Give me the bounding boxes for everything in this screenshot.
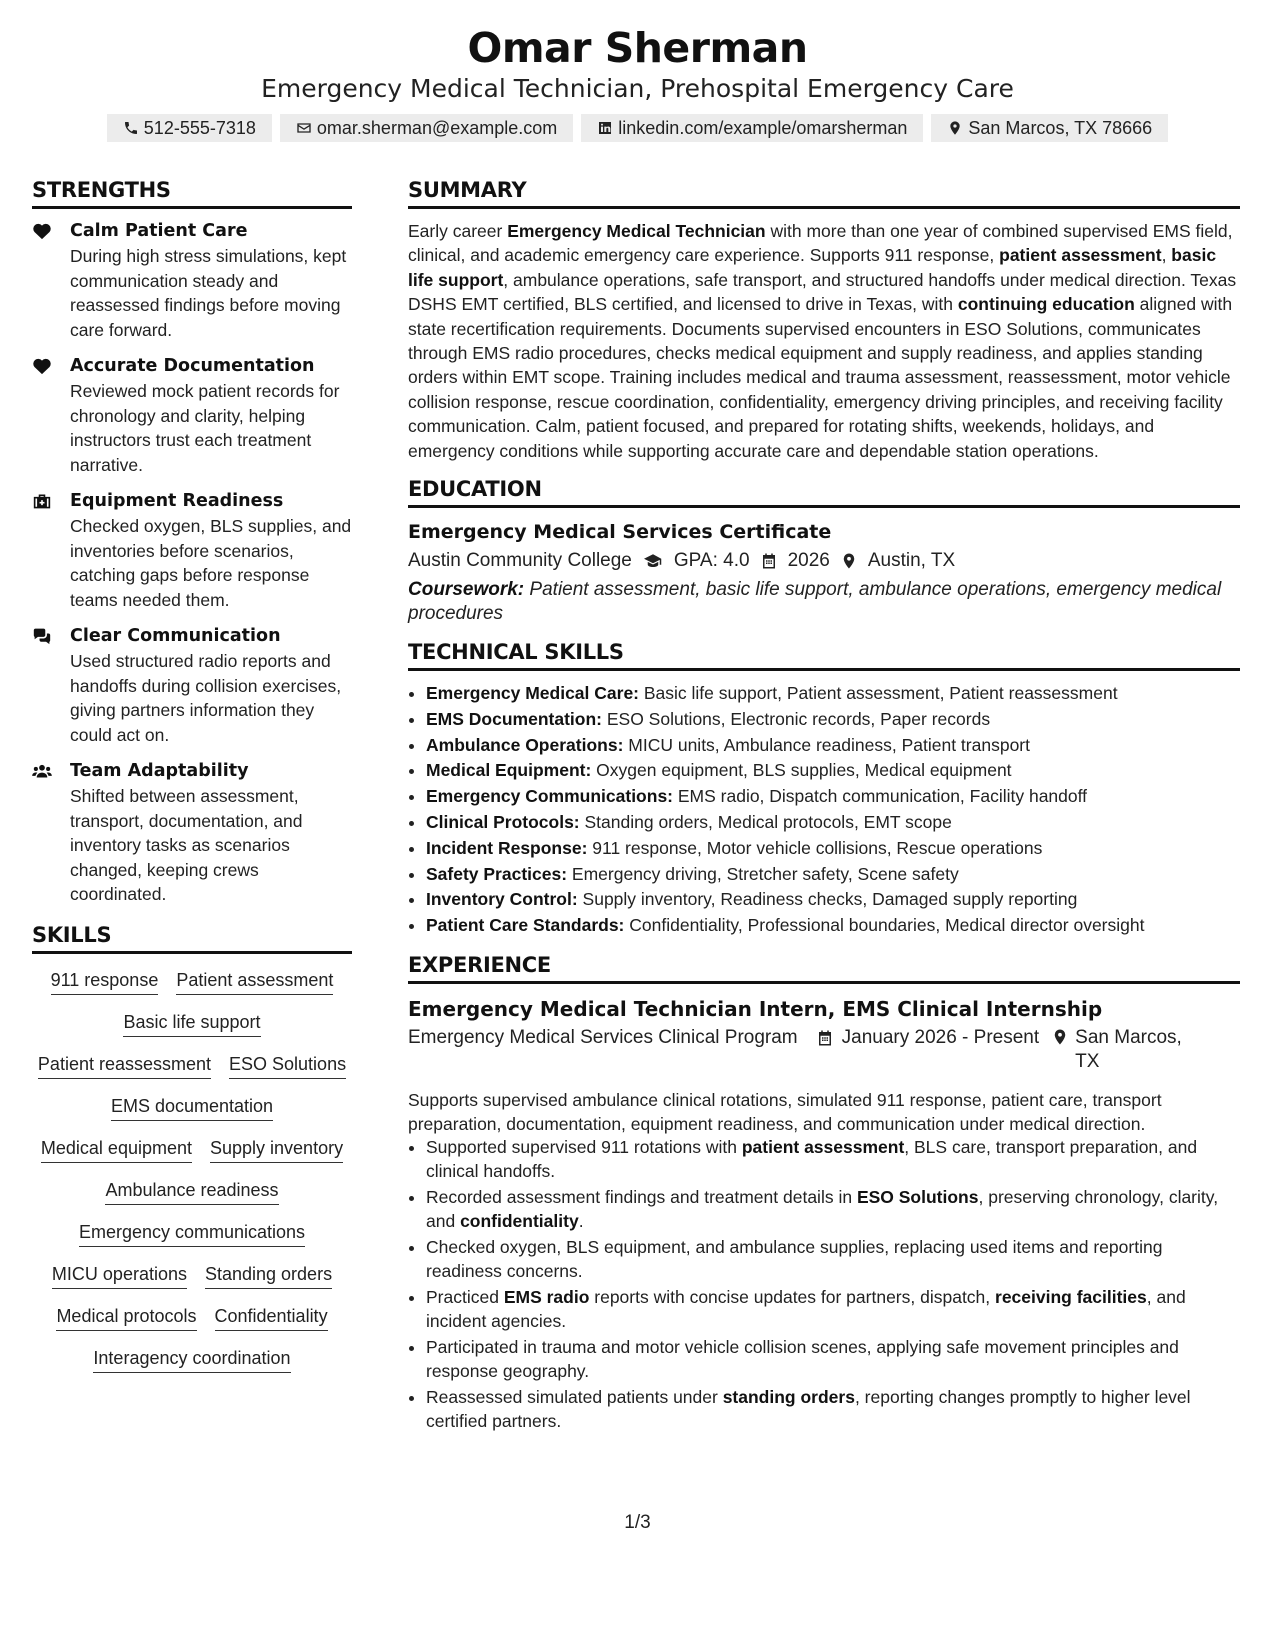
- skill-tag: Patient assessment: [176, 968, 333, 995]
- medical-kit-icon: [32, 492, 52, 510]
- job-title: Emergency Medical Technician Intern, EMS Clinical Internship: [408, 997, 1103, 1022]
- list-item: • Participated in trauma and motor vehicle collision scenes, applying safe movement principles and response geography.: [426, 1336, 1240, 1383]
- envelope-icon: [296, 120, 312, 136]
- job-dates: January 2026 - Present: [816, 1024, 1040, 1050]
- resume-header: [0, 0, 1275, 142]
- skill-tag: Patient reassessment: [38, 1052, 211, 1079]
- heart-icon: [32, 222, 52, 240]
- technical-skills-heading: TECHNICAL SKILLS: [408, 640, 1240, 671]
- left-column: [32, 178, 352, 1373]
- strength-title: Equipment Readiness: [70, 491, 284, 511]
- contact-linkedin[interactable]: [581, 114, 923, 142]
- summary-text: Early career Emergency Medical Technician with more than one year of combined supervised EMS field, clinical, and academic emergency care experience. Supports 911 response, patient assessment, basic life support, ambulance operations, safe transport, and structured handoffs under medical direction. Texas DSHS EMT certified, BLS certified, and licensed to drive in Texas, with continuing education aligned with state recertification requirements. Documents supervised encounters in ESO Solutions, communicates through EMS radio procedures, checks medical equipment and supply readiness, and applies standing orders within EMT scope. Training includes medical and trauma assessment, reassessment, motor vehicle collision response, rescue coordination, confidentiality, emergency driving principles, and receiving facility communication. Calm, patient focused, and prepared for rotating shifts, weekends, holidays, and emergency conditions while supporting accurate care and dependable station operations.: [408, 221, 1237, 461]
- strength-item: [32, 219, 352, 342]
- users-icon: [32, 762, 52, 780]
- list-item: • Supported supervised 911 rotations with patient assessment, BLS care, transport preparation, and clinical handoffs.: [426, 1136, 1240, 1183]
- list-item: • Practiced EMS radio reports with concise updates for partners, dispatch, receiving facilities, and incident agencies.: [426, 1286, 1240, 1333]
- list-item: • Reassessed simulated patients under standing orders, reporting changes promptly to higher level certified partners.: [426, 1386, 1240, 1433]
- education-school: Austin Community College: [408, 550, 632, 572]
- experience-heading: EXPERIENCE: [408, 953, 1240, 984]
- skill-tag: Medical protocols: [56, 1304, 196, 1331]
- list-item: • Ambulance Operations: MICU units, Ambulance readiness, Patient transport: [426, 733, 1240, 759]
- map-pin-icon: [1051, 1028, 1069, 1046]
- list-item: • Clinical Protocols: Standing orders, Medical protocols, EMT scope: [426, 810, 1240, 836]
- strength-description: Used structured radio reports and handoffs during collision exercises, giving partners information they could act on.: [70, 651, 342, 745]
- right-column: [408, 178, 1240, 1436]
- page-number: 1/3: [624, 1512, 651, 1533]
- job-meta: [408, 1024, 1240, 1074]
- education-coursework: Coursework: Patient assessment, basic life support, ambulance operations, emergency medical procedures: [408, 579, 1222, 625]
- job-organization: Emergency Medical Services Clinical Program: [408, 1027, 798, 1049]
- skill-tag: Ambulance readiness: [105, 1178, 278, 1205]
- list-item: • Emergency Communications: EMS radio, Dispatch communication, Facility handoff: [426, 784, 1240, 810]
- strength-description: Shifted between assessment, transport, documentation, and inventory tasks as scenarios changed, keeping crews coordinated.: [70, 786, 303, 904]
- strength-item: [32, 624, 352, 747]
- strengths-heading: STRENGTHS: [32, 178, 352, 209]
- contact-linkedin-text: linkedin.com/example/omarsherman: [618, 118, 908, 138]
- skill-tag: Medical equipment: [41, 1136, 192, 1163]
- strength-description: During high stress simulations, kept communication steady and reassessed findings before moving care forward.: [70, 246, 347, 340]
- chat-bubbles-icon: [32, 627, 52, 645]
- skill-tag: Standing orders: [205, 1262, 332, 1289]
- skills-heading: SKILLS: [32, 923, 352, 954]
- linkedin-icon: [597, 120, 613, 136]
- skill-tag: Interagency coordination: [93, 1346, 290, 1373]
- strength-title: Calm Patient Care: [70, 221, 248, 241]
- education-degree: Emergency Medical Services Certificate: [408, 521, 832, 544]
- technical-skills-list: [408, 681, 1240, 939]
- contact-email[interactable]: [280, 114, 573, 142]
- calendar-icon: [760, 552, 778, 570]
- strength-description: Reviewed mock patient records for chronology and clarity, helping instructors trust each treatment narrative.: [70, 381, 340, 475]
- skill-tag: Supply inventory: [210, 1136, 343, 1163]
- list-item: • Patient Care Standards: Confidentiality, Professional boundaries, Medical director oversight: [426, 913, 1240, 939]
- contact-location: [931, 114, 1168, 142]
- list-item: • Inventory Control: Supply inventory, Readiness checks, Damaged supply reporting: [426, 887, 1240, 913]
- contact-bar: [0, 114, 1275, 142]
- list-item: • Emergency Medical Care: Basic life support, Patient assessment, Patient reassessment: [426, 681, 1240, 707]
- skill-tag: Emergency communications: [79, 1220, 305, 1247]
- skill-tag: ESO Solutions: [229, 1052, 346, 1079]
- job-intro: Supports supervised ambulance clinical rotations, simulated 911 response, patient care, transport preparation, documentation, equipment readiness, and communication under medical direction.: [408, 1090, 1162, 1135]
- list-item: • Medical Equipment: Oxygen equipment, BLS supplies, Medical equipment: [426, 758, 1240, 784]
- contact-phone[interactable]: [107, 114, 272, 142]
- list-item: • EMS Documentation: ESO Solutions, Electronic records, Paper records: [426, 707, 1240, 733]
- education-gpa: GPA: 4.0: [673, 550, 750, 572]
- strength-item: [32, 489, 352, 612]
- experience-bullets: [408, 1136, 1240, 1433]
- map-pin-icon: [840, 552, 858, 570]
- list-item: • Safety Practices: Emergency driving, Stretcher safety, Scene safety: [426, 862, 1240, 888]
- skill-tag: Basic life support: [123, 1010, 260, 1037]
- summary-heading: SUMMARY: [408, 178, 1240, 209]
- skill-tag: 911 response: [51, 968, 159, 995]
- map-pin-icon: [947, 120, 963, 136]
- education-year: 2026: [787, 550, 830, 572]
- heart-icon: [32, 357, 52, 375]
- strength-title: Accurate Documentation: [70, 356, 315, 376]
- strength-item: [32, 354, 352, 477]
- candidate-name: Omar Sherman: [467, 24, 808, 72]
- skills-list: [32, 964, 352, 1373]
- contact-location-text: San Marcos, TX 78666: [968, 118, 1153, 138]
- strength-title: Team Adaptability: [70, 761, 249, 781]
- graduation-cap-icon: [642, 552, 664, 570]
- education-heading: EDUCATION: [408, 477, 1240, 508]
- education-meta: [408, 546, 1240, 576]
- strength-description: Checked oxygen, BLS supplies, and inventories before scenarios, catching gaps before response teams needed them.: [70, 516, 352, 610]
- candidate-tagline: Emergency Medical Technician, Prehospital Emergency Care: [261, 74, 1014, 103]
- calendar-icon: [816, 1029, 834, 1047]
- strength-item: [32, 759, 352, 907]
- list-item: • Incident Response: 911 response, Motor vehicle collisions, Rescue operations: [426, 836, 1240, 862]
- contact-email-text: omar.sherman@example.com: [316, 118, 558, 138]
- list-item: • Recorded assessment findings and treatment details in ESO Solutions, preserving chronology, clarity, and confidentiality.: [426, 1186, 1240, 1233]
- education-location: Austin, TX: [867, 550, 956, 572]
- job-location: San Marcos, TX: [1051, 1024, 1201, 1074]
- contact-phone-text: 512-555-7318: [143, 118, 256, 138]
- list-item: • Checked oxygen, BLS equipment, and ambulance supplies, replacing used items and reporting readiness concerns.: [426, 1236, 1240, 1283]
- skill-tag: MICU operations: [52, 1262, 187, 1289]
- strength-title: Clear Communication: [70, 626, 281, 646]
- skill-tag: EMS documentation: [111, 1094, 273, 1121]
- skill-tag: Confidentiality: [215, 1304, 328, 1331]
- phone-icon: [123, 120, 139, 136]
